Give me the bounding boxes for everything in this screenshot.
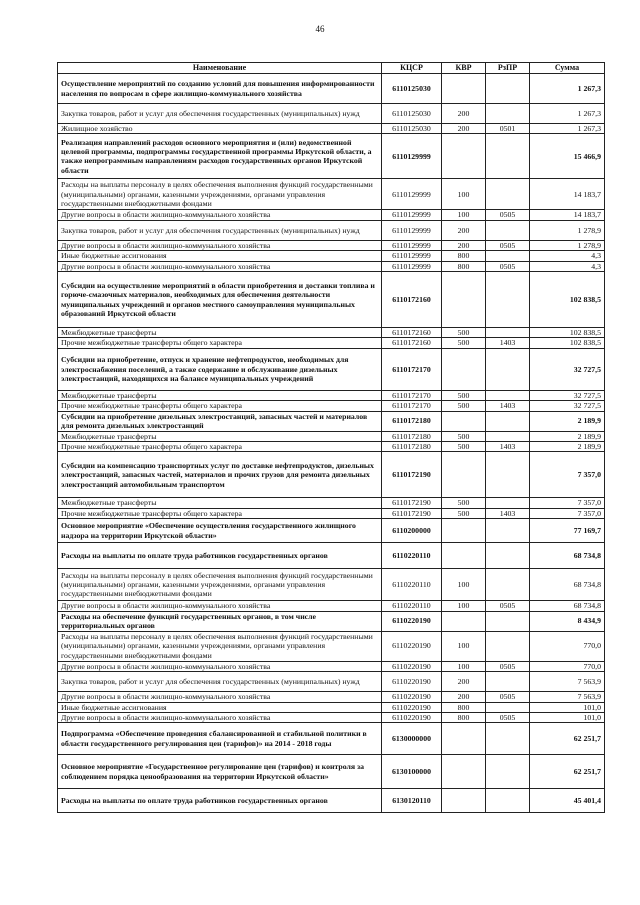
cell-name: Субсидии на компенсацию транспортных услуг по доставке нефтепродуктов, дизельных электростанций, запасных частей, материалов и прочих грузов для ремонта дизельных электростанций автомобильным транспортом	[58, 452, 382, 498]
table-row	[58, 134, 605, 179]
cell-rzpr: 0505	[486, 601, 530, 611]
cell-code: 6110220190	[382, 631, 442, 661]
cell-code: 6110220190	[382, 712, 442, 722]
cell-name: Межбюджетные трансферты	[58, 390, 382, 400]
cell-kvr: 100	[442, 661, 486, 671]
cell-name: Прочие межбюджетные трансферты общего характера	[58, 401, 382, 411]
table-row	[58, 104, 605, 124]
cell-sum: 2 189,9	[530, 442, 605, 452]
header-name: Наименование	[58, 63, 382, 74]
cell-rzpr	[486, 411, 530, 431]
table-row	[58, 261, 605, 271]
cell-name: Другие вопросы в области жилищно-коммунального хозяйства	[58, 712, 382, 722]
cell-rzpr	[486, 702, 530, 712]
cell-kvr: 200	[442, 220, 486, 240]
cell-name: Субсидии на приобретение, отпуск и хранение нефтепродуктов, необходимых для электроснабжения поселений, а также содержание и обслуживание дизельных электростанций, находящихся на балансе муниципальных учреждений	[58, 348, 382, 390]
cell-rzpr	[486, 789, 530, 813]
cell-kvr	[442, 723, 486, 755]
cell-sum: 4,3	[530, 251, 605, 261]
cell-name: Закупка товаров, работ и услуг для обеспечения государственных (муниципальных) нужд	[58, 220, 382, 240]
cell-name: Другие вопросы в области жилищно-коммунального хозяйства	[58, 261, 382, 271]
budget-table	[57, 62, 605, 813]
cell-sum: 101,0	[530, 702, 605, 712]
table-body	[58, 74, 605, 813]
cell-kvr: 200	[442, 104, 486, 124]
cell-rzpr	[486, 74, 530, 104]
table-row	[58, 692, 605, 702]
table-row	[58, 498, 605, 508]
table-row	[58, 401, 605, 411]
cell-kvr: 500	[442, 498, 486, 508]
cell-name: Подпрограмма «Обеспечение проведения сбалансированной и стабильной политики в области государственного регулирования цен (тарифов)» на 2014 - 2018 годы	[58, 723, 382, 755]
table-row	[58, 672, 605, 692]
cell-sum: 1 267,3	[530, 124, 605, 134]
page-number: 46	[315, 24, 325, 34]
table-row	[58, 390, 605, 400]
cell-rzpr	[486, 452, 530, 498]
cell-code: 6110125030	[382, 124, 442, 134]
table-row	[58, 789, 605, 813]
cell-sum: 7 563,9	[530, 692, 605, 702]
cell-rzpr: 1403	[486, 401, 530, 411]
table-row	[58, 702, 605, 712]
cell-code: 6110220190	[382, 661, 442, 671]
cell-sum: 32 727,5	[530, 401, 605, 411]
cell-kvr: 200	[442, 672, 486, 692]
table-row	[58, 508, 605, 518]
cell-rzpr	[486, 723, 530, 755]
table-row	[58, 179, 605, 210]
cell-code: 6110172190	[382, 498, 442, 508]
cell-name: Жилищное хозяйство	[58, 124, 382, 134]
cell-name: Межбюджетные трансферты	[58, 328, 382, 338]
table-row	[58, 712, 605, 722]
cell-code: 6110125030	[382, 74, 442, 104]
cell-sum: 1 278,9	[530, 240, 605, 250]
cell-code: 6110200000	[382, 519, 442, 543]
cell-rzpr	[486, 543, 530, 569]
cell-code: 6110172170	[382, 401, 442, 411]
cell-code: 6110129999	[382, 240, 442, 250]
cell-kvr: 500	[442, 442, 486, 452]
table-row	[58, 442, 605, 452]
table-row	[58, 348, 605, 390]
cell-sum: 8 434,9	[530, 611, 605, 631]
cell-rzpr: 0505	[486, 261, 530, 271]
cell-kvr: 200	[442, 692, 486, 702]
cell-code: 6110172160	[382, 272, 442, 328]
cell-kvr: 500	[442, 431, 486, 441]
cell-kvr: 500	[442, 338, 486, 348]
table-row	[58, 328, 605, 338]
cell-name: Основное мероприятие «Государственное регулирование цен (тарифов) и контроля за соблюдением порядка ценообразования на территории Иркутской области»	[58, 755, 382, 789]
cell-name: Другие вопросы в области жилищно-коммунального хозяйства	[58, 661, 382, 671]
cell-name: Закупка товаров, работ и услуг для обеспечения государственных (муниципальных) нужд	[58, 104, 382, 124]
cell-name: Иные бюджетные ассигнования	[58, 251, 382, 261]
cell-code: 6110129999	[382, 210, 442, 220]
cell-rzpr	[486, 272, 530, 328]
cell-rzpr	[486, 498, 530, 508]
table-row	[58, 251, 605, 261]
cell-kvr	[442, 272, 486, 328]
cell-sum: 32 727,5	[530, 390, 605, 400]
cell-code: 6110172180	[382, 442, 442, 452]
table-row	[58, 723, 605, 755]
header-kvr: КВР	[442, 63, 486, 74]
cell-kvr: 800	[442, 702, 486, 712]
cell-rzpr	[486, 431, 530, 441]
cell-code: 6110172190	[382, 508, 442, 518]
cell-code: 6110129999	[382, 179, 442, 210]
cell-sum: 14 183,7	[530, 210, 605, 220]
table-row	[58, 661, 605, 671]
cell-rzpr	[486, 348, 530, 390]
cell-sum: 101,0	[530, 712, 605, 722]
cell-rzpr	[486, 755, 530, 789]
cell-kvr: 500	[442, 390, 486, 400]
header-rzpr: РзПР	[486, 63, 530, 74]
cell-kvr: 200	[442, 124, 486, 134]
cell-name: Прочие межбюджетные трансферты общего характера	[58, 338, 382, 348]
cell-name: Расходы на обеспечение функций государственных органов, в том числе территориальных органов	[58, 611, 382, 631]
cell-code: 6110172190	[382, 452, 442, 498]
cell-kvr: 500	[442, 401, 486, 411]
table-row	[58, 411, 605, 431]
cell-sum: 32 727,5	[530, 348, 605, 390]
cell-rzpr	[486, 569, 530, 601]
cell-name: Реализация направлений расходов основного мероприятия и (или) ведомственной целевой программы, подпрограммы государственной программы Иркутской области, а также непрограммным направлениям расходов государственных органов Иркутской области	[58, 134, 382, 179]
cell-name: Межбюджетные трансферты	[58, 498, 382, 508]
cell-sum: 7 357,0	[530, 498, 605, 508]
cell-kvr: 800	[442, 261, 486, 271]
cell-code: 6110220110	[382, 601, 442, 611]
table-row	[58, 601, 605, 611]
cell-sum: 102 838,5	[530, 338, 605, 348]
cell-name: Другие вопросы в области жилищно-коммунального хозяйства	[58, 240, 382, 250]
cell-name: Иные бюджетные ассигнования	[58, 702, 382, 712]
cell-sum: 1 267,3	[530, 104, 605, 124]
cell-sum: 2 189,9	[530, 411, 605, 431]
cell-kvr: 100	[442, 631, 486, 661]
cell-sum: 15 466,9	[530, 134, 605, 179]
cell-code: 6110220110	[382, 543, 442, 569]
cell-name: Субсидии на приобретение дизельных электростанций, запасных частей и материалов для ремонта дизельных электростанций	[58, 411, 382, 431]
table-row	[58, 124, 605, 134]
table-row	[58, 755, 605, 789]
table-row	[58, 74, 605, 104]
cell-kvr	[442, 74, 486, 104]
cell-sum: 14 183,7	[530, 179, 605, 210]
cell-rzpr: 0505	[486, 712, 530, 722]
cell-rzpr	[486, 328, 530, 338]
cell-name: Расходы на выплаты персоналу в целях обеспечения выполнения функций государственными (муниципальными) органами, казенными учреждениями, органами управления государственными внебюджетными фондами	[58, 631, 382, 661]
cell-code: 6110129999	[382, 134, 442, 179]
cell-code: 6110172180	[382, 431, 442, 441]
cell-kvr: 100	[442, 601, 486, 611]
cell-kvr: 500	[442, 508, 486, 518]
cell-rzpr: 0505	[486, 661, 530, 671]
cell-code: 6110220190	[382, 702, 442, 712]
cell-sum: 4,3	[530, 261, 605, 271]
cell-code: 6110172170	[382, 390, 442, 400]
cell-sum: 2 189,9	[530, 431, 605, 441]
header-code: КЦСР	[382, 63, 442, 74]
cell-sum: 62 251,7	[530, 723, 605, 755]
cell-code: 6110172180	[382, 411, 442, 431]
cell-code: 6110129999	[382, 251, 442, 261]
header-sum: Сумма	[530, 63, 605, 74]
table-row	[58, 569, 605, 601]
cell-sum: 770,0	[530, 631, 605, 661]
cell-kvr	[442, 452, 486, 498]
cell-kvr: 800	[442, 251, 486, 261]
cell-sum: 102 838,5	[530, 328, 605, 338]
cell-rzpr	[486, 611, 530, 631]
table-row	[58, 543, 605, 569]
cell-kvr	[442, 543, 486, 569]
cell-sum: 1 267,3	[530, 74, 605, 104]
cell-kvr: 500	[442, 328, 486, 338]
cell-sum: 102 838,5	[530, 272, 605, 328]
cell-name: Субсидии на осуществление мероприятий в области приобретения и доставки топлива и горюче-смазочных материалов, необходимых для обеспечения деятельности муниципальных учреждений и органов местного самоуправления муниципальных образований Иркутской области	[58, 272, 382, 328]
cell-name: Расходы на выплаты персоналу в целях обеспечения выполнения функций государственными (муниципальными) органами, казенными учреждениями, органами управления государственными внебюджетными фондами	[58, 179, 382, 210]
table-row	[58, 272, 605, 328]
cell-rzpr	[486, 179, 530, 210]
table-row	[58, 240, 605, 250]
cell-sum: 62 251,7	[530, 755, 605, 789]
cell-rzpr: 1403	[486, 338, 530, 348]
cell-name: Прочие межбюджетные трансферты общего характера	[58, 508, 382, 518]
cell-kvr	[442, 611, 486, 631]
cell-code: 6110220190	[382, 611, 442, 631]
cell-sum: 7 357,0	[530, 508, 605, 518]
table-row	[58, 631, 605, 661]
cell-rzpr: 0505	[486, 692, 530, 702]
cell-name: Расходы на выплаты персоналу в целях обеспечения выполнения функций государственными (муниципальными) органами, казенными учреждениями, органами управления государственными внебюджетными фондами	[58, 569, 382, 601]
cell-rzpr	[486, 134, 530, 179]
cell-kvr: 200	[442, 240, 486, 250]
cell-rzpr: 1403	[486, 508, 530, 518]
cell-rzpr: 0501	[486, 124, 530, 134]
cell-code: 6110220190	[382, 672, 442, 692]
cell-kvr: 800	[442, 712, 486, 722]
cell-code: 6110129999	[382, 220, 442, 240]
cell-kvr	[442, 134, 486, 179]
cell-rzpr: 1403	[486, 442, 530, 452]
cell-rzpr	[486, 672, 530, 692]
cell-code: 6110125030	[382, 104, 442, 124]
table-row	[58, 452, 605, 498]
cell-kvr: 100	[442, 569, 486, 601]
cell-name: Расходы на выплаты по оплате труда работников государственных органов	[58, 543, 382, 569]
cell-rzpr: 0505	[486, 240, 530, 250]
cell-code: 6130000000	[382, 723, 442, 755]
cell-code: 6130120110	[382, 789, 442, 813]
cell-name: Другие вопросы в области жилищно-коммунального хозяйства	[58, 692, 382, 702]
cell-rzpr	[486, 519, 530, 543]
cell-kvr: 100	[442, 210, 486, 220]
cell-name: Прочие межбюджетные трансферты общего характера	[58, 442, 382, 452]
table-row	[58, 519, 605, 543]
cell-code: 6110172170	[382, 348, 442, 390]
cell-sum: 770,0	[530, 661, 605, 671]
cell-name: Основное мероприятие «Обеспечение осуществления государственного жилищного надзора на территории Иркутской области»	[58, 519, 382, 543]
cell-rzpr	[486, 390, 530, 400]
cell-kvr	[442, 411, 486, 431]
cell-kvr	[442, 348, 486, 390]
cell-sum: 68 734,8	[530, 601, 605, 611]
cell-code: 6110172160	[382, 338, 442, 348]
cell-kvr: 100	[442, 179, 486, 210]
cell-name: Другие вопросы в области жилищно-коммунального хозяйства	[58, 210, 382, 220]
cell-code: 6110172160	[382, 328, 442, 338]
cell-sum: 1 278,9	[530, 220, 605, 240]
cell-name: Межбюджетные трансферты	[58, 431, 382, 441]
table-row	[58, 431, 605, 441]
cell-name: Другие вопросы в области жилищно-коммунального хозяйства	[58, 601, 382, 611]
cell-sum: 7 357,0	[530, 452, 605, 498]
cell-rzpr	[486, 104, 530, 124]
cell-sum: 45 401,4	[530, 789, 605, 813]
cell-kvr	[442, 789, 486, 813]
table-row	[58, 338, 605, 348]
cell-sum: 68 734,8	[530, 569, 605, 601]
cell-code: 6130100000	[382, 755, 442, 789]
cell-kvr	[442, 519, 486, 543]
cell-name: Осуществление мероприятий по созданию условий для повышения информированности населения по вопросам в сфере жилищно-коммунального хозяйства	[58, 74, 382, 104]
table-header-row	[58, 63, 605, 74]
cell-name: Закупка товаров, работ и услуг для обеспечения государственных (муниципальных) нужд	[58, 672, 382, 692]
cell-code: 6110220110	[382, 569, 442, 601]
table-row	[58, 220, 605, 240]
cell-code: 6110129999	[382, 261, 442, 271]
cell-kvr	[442, 755, 486, 789]
cell-code: 6110220190	[382, 692, 442, 702]
cell-sum: 77 169,7	[530, 519, 605, 543]
cell-sum: 68 734,8	[530, 543, 605, 569]
cell-rzpr: 0505	[486, 210, 530, 220]
cell-rzpr	[486, 251, 530, 261]
cell-rzpr	[486, 631, 530, 661]
cell-name: Расходы на выплаты по оплате труда работников государственных органов	[58, 789, 382, 813]
table-row	[58, 210, 605, 220]
cell-rzpr	[486, 220, 530, 240]
cell-sum: 7 563,9	[530, 672, 605, 692]
table-row	[58, 611, 605, 631]
